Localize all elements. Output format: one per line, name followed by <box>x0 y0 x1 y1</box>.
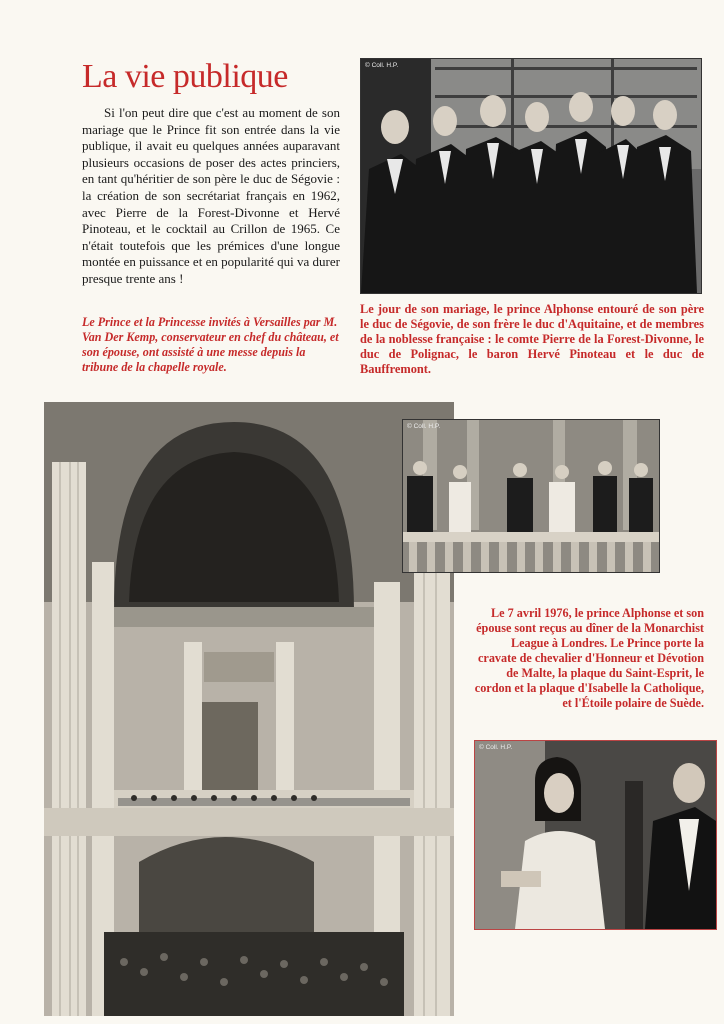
london-dinner-photo <box>474 740 717 930</box>
intro-paragraph: Si l'on peut dire que c'est au moment de son mariage que le Prince fit son entrée dans la vie publique, il avait eu quelques années auparavant plusieurs occasions de poser des actes princiers, en tant qu'héritier de son père le duc de Ségovie : la création de son secrétariat français en 1962, avec Pierre de la Forest-Divonne et Hervé Pinoteau, et le cocktail au Crillon de 1965. Ce n'était toutefois que les prémices d'une longue montée en puissance et en popularité qui va durer presque trente ans ! <box>82 105 340 286</box>
page-title: La vie publique <box>82 58 288 95</box>
photo-credit: © Coll. H.P. <box>479 744 513 751</box>
caption-versailles: Le Prince et la Princesse invités à Versailles par M. Van Der Kemp, conservateur en chef du château, et son épouse, ont assisté à une messe depuis la tribune de la chapelle royale. <box>82 315 339 374</box>
royal-chapel-photo <box>44 402 454 1016</box>
photo-credit: © Coll. H.P. <box>407 423 441 430</box>
wedding-group-photo <box>360 58 702 294</box>
chapel-balcony-photo <box>402 419 660 573</box>
caption-wedding: Le jour de son mariage, le prince Alphonse entouré de son père le duc de Ségovie, de son frère le duc d'Aquitaine, et de membres de la noblesse française : le comte Pierre de la Forest-Divonne, le duc de Polignac, le baron Hervé Pinoteau et le duc de Bauffremont. <box>360 302 704 376</box>
photo-credit: © Coll. H.P. <box>365 62 399 69</box>
caption-london: Le 7 avril 1976, le prince Alphonse et son épouse sont reçus au dîner de la Monarchist League à Londres. Le Prince porte la cravate de chevalier d'Honneur et Dévotion de Malte, la plaque du Saint-Esprit, le cordon et la plaque d'Isabelle la Catholique, et l'Étoile polaire de Suède. <box>474 606 704 710</box>
